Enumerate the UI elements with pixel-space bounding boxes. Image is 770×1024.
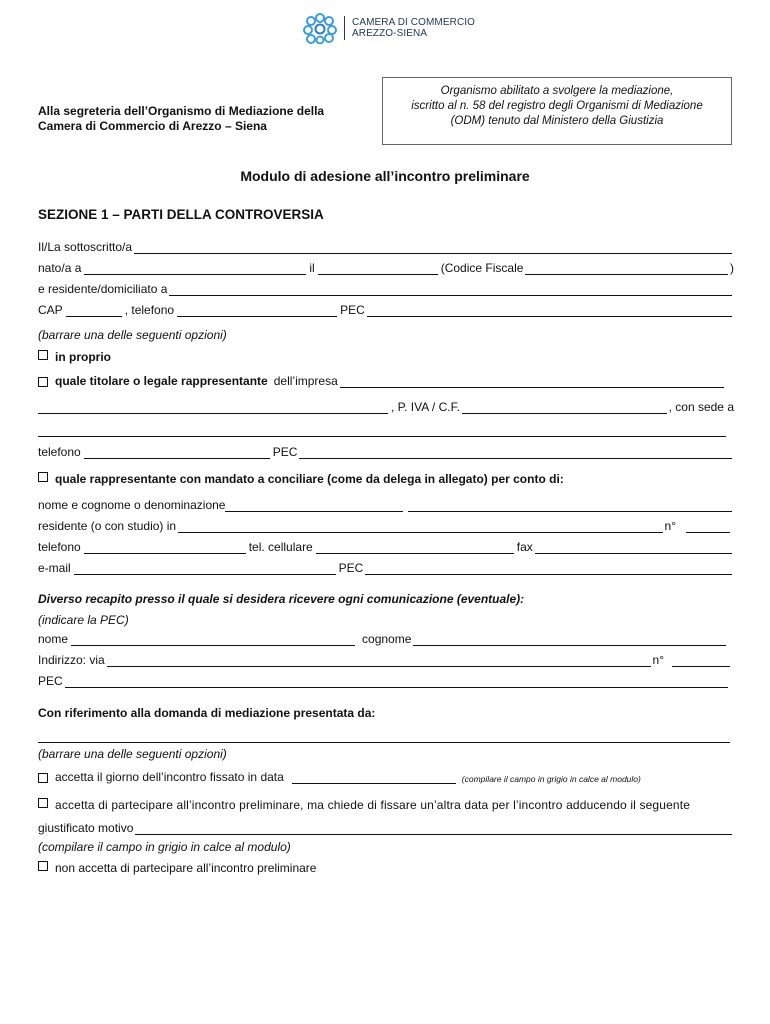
codice-fiscale-field[interactable] <box>525 263 728 275</box>
option-rappresentante[interactable] <box>38 472 564 486</box>
label-cellulare: tel. cellulare <box>248 540 313 554</box>
nome-cognome-field-2[interactable] <box>408 500 732 512</box>
label-residente: e residente/domiciliato a <box>38 282 168 296</box>
data-incontro-field[interactable] <box>292 772 456 784</box>
checkbox-accetta[interactable] <box>38 773 48 783</box>
label-nato: nato/a a <box>38 261 82 275</box>
note-compilare-2: (compilare il campo in grigio in calce al modulo) <box>38 840 291 854</box>
recapito-cognome-field[interactable] <box>413 634 726 646</box>
label-cf-close: ) <box>730 261 734 275</box>
row-nome-cognome <box>38 496 734 512</box>
label-numero: n° <box>664 519 676 533</box>
recapito-numero-field[interactable] <box>672 655 730 667</box>
birthdate-field[interactable] <box>318 263 438 275</box>
logo-mark-icon <box>302 12 338 44</box>
row-nato <box>38 259 734 275</box>
label-recapito-numero: n° <box>652 653 664 667</box>
label-email: e-mail <box>38 561 71 575</box>
sottoscritto-field[interactable] <box>134 242 732 254</box>
row-motivo <box>38 819 734 835</box>
note-compilare-1: (compilare il campo in grigio in calce al modulo) <box>461 774 641 784</box>
option-altra-data[interactable] <box>38 798 690 812</box>
cellulare-field[interactable] <box>316 542 514 554</box>
pec-field[interactable] <box>367 305 732 317</box>
label-accetta: accetta il giorno dell’incontro fissato in data <box>55 770 284 784</box>
label-recapito-cognome: cognome <box>362 632 412 646</box>
row-residente-studio <box>38 517 734 533</box>
numero-field[interactable] <box>686 521 730 533</box>
label-non-accetta: non accetta di partecipare all’incontro preliminare <box>55 861 317 875</box>
fax-field[interactable] <box>535 542 732 554</box>
row-piva <box>38 398 734 414</box>
label-recapito-indirizzo: Indirizzo: via <box>38 653 105 667</box>
checkbox-altra-data[interactable] <box>38 798 48 808</box>
recipient-address <box>38 104 324 134</box>
residente-studio-field[interactable] <box>178 521 662 533</box>
domanda-field[interactable] <box>38 731 730 743</box>
domanda-heading: Con riferimento alla domanda di mediazione presentata da: <box>38 706 376 720</box>
nome-cognome-field-1[interactable] <box>225 500 403 512</box>
option-non-accetta[interactable] <box>38 861 316 875</box>
label-recapito-pec: PEC <box>38 674 63 688</box>
label-motivo: giustificato motivo <box>38 821 134 835</box>
row-accetta <box>38 768 734 784</box>
label-il: il <box>309 261 315 275</box>
row-domanda-line <box>38 727 734 743</box>
label-telefono-impresa: telefono <box>38 445 81 459</box>
label-piva: , P. IVA / C.F. <box>391 400 460 414</box>
label-recapito-nome: nome <box>38 632 69 646</box>
label-residente-studio: residente (o con studio) in <box>38 519 177 533</box>
sede-field[interactable] <box>38 425 726 437</box>
logo-line-2: AREZZO-SIENA <box>352 28 428 39</box>
label-telefono-rappr: telefono <box>38 540 81 554</box>
logo-line-1: CAMERA DI COMMERCIO <box>352 17 476 28</box>
label-titolare: quale titolare o legale rappresentante <box>55 374 268 388</box>
recapito-pec-field[interactable] <box>65 676 728 688</box>
option-in-proprio[interactable] <box>38 350 111 364</box>
label-cap: CAP <box>38 303 63 317</box>
label-sottoscritto: Il/La sottoscritto/a <box>38 240 133 254</box>
piva-field[interactable] <box>462 402 667 414</box>
chamber-logo <box>302 12 482 44</box>
cap-field[interactable] <box>66 305 122 317</box>
recapito-heading: Diverso recapito presso il quale si desidera ricevere ogni comunicazione (eventuale): <box>38 592 525 606</box>
row-sottoscritto <box>38 238 734 254</box>
odm-line-3: (ODM) tenuto dal Ministero della Giustizia <box>450 115 664 127</box>
form-title: Modulo di adesione all’incontro preliminare <box>240 168 530 184</box>
checkbox-non-accetta[interactable] <box>38 861 48 871</box>
odm-line-1: Organismo abilitato a svolgere la mediazione, <box>440 85 674 97</box>
row-sede-line <box>38 421 734 437</box>
label-altra-data: accetta di partecipare all’incontro preliminare, ma chiede di fissare un’altra data per l’incontro adducendo il seguente <box>55 798 691 812</box>
impresa-field[interactable] <box>340 376 724 388</box>
row-telefono-impresa <box>38 443 734 459</box>
row-recapito-nome <box>38 630 734 646</box>
label-rappresentante: quale rappresentante con mandato a conciliare (come da delega in allegato) per conto di: <box>55 472 564 486</box>
label-impresa: dell’impresa <box>273 374 338 388</box>
checkbox-in-proprio[interactable] <box>38 350 48 360</box>
section-1-heading: SEZIONE 1 – PARTI DELLA CONTROVERSIA <box>38 207 324 222</box>
row-residente <box>38 280 734 296</box>
label-in-proprio: in proprio <box>55 350 111 364</box>
label-nome-cognome: nome e cognome o denominazione <box>38 498 226 512</box>
address-line-1: Alla segreteria dell’Organismo di Mediazione della <box>38 104 325 118</box>
row-telefono-rappr <box>38 538 734 554</box>
note-barrare-2: (barrare una delle seguenti opzioni) <box>38 747 227 761</box>
label-pec-impresa: PEC <box>272 445 298 459</box>
label-pec: PEC <box>340 303 365 317</box>
impresa-name-field[interactable] <box>38 402 388 414</box>
logo-divider <box>344 16 345 40</box>
pec-rappr-field[interactable] <box>365 563 732 575</box>
odm-line-2: iscritto al n. 58 del registro degli Organismi di Mediazione <box>411 100 703 112</box>
motivo-field[interactable] <box>135 823 732 835</box>
telefono-rappr-field[interactable] <box>84 542 246 554</box>
odm-info-box <box>382 77 732 145</box>
label-sede: , con sede a <box>668 400 734 414</box>
recapito-note: (indicare la PEC) <box>38 613 129 627</box>
checkbox-rappresentante[interactable] <box>38 472 48 482</box>
email-field[interactable] <box>74 563 336 575</box>
row-titolare <box>38 372 734 388</box>
row-email <box>38 559 734 575</box>
logo-text <box>352 17 475 39</box>
label-pec-rappr: PEC <box>338 561 364 575</box>
label-codice-fiscale: (Codice Fiscale <box>440 261 524 275</box>
row-recapito-indirizzo <box>38 651 734 667</box>
address-line-2: Camera di Commercio di Arezzo – Siena <box>38 119 267 133</box>
recapito-indirizzo-field[interactable] <box>107 655 651 667</box>
row-cap <box>38 301 734 317</box>
label-telefono: , telefono <box>124 303 175 317</box>
label-fax: fax <box>516 540 533 554</box>
note-barrare-1: (barrare una delle seguenti opzioni) <box>38 328 227 342</box>
recapito-nome-field[interactable] <box>71 634 355 646</box>
pec-impresa-field[interactable] <box>299 447 732 459</box>
residence-field[interactable] <box>169 284 732 296</box>
telefono-field[interactable] <box>177 305 337 317</box>
birthplace-field[interactable] <box>84 263 306 275</box>
checkbox-titolare[interactable] <box>38 377 48 387</box>
row-recapito-pec <box>38 672 734 688</box>
telefono-impresa-field[interactable] <box>84 447 270 459</box>
